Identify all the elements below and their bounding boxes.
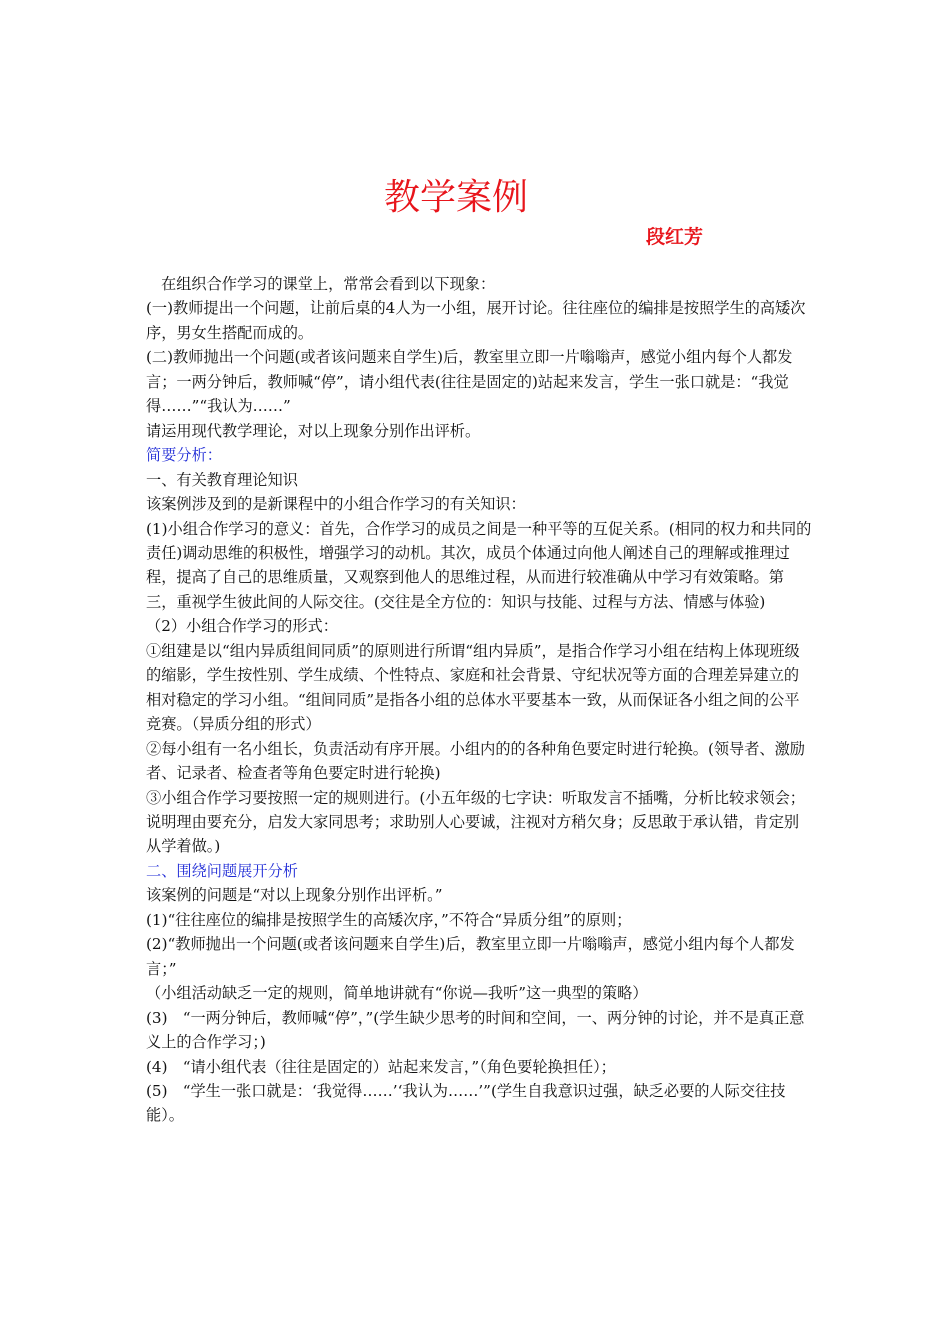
section-two-heading: 二、围绕问题展开分析 [146, 861, 298, 880]
cooperative-learning-forms-heading: （2）小组合作学习的形式： [146, 617, 338, 636]
form-item-1: ①组建是以“组内异质组间同质”的原则进行所谓“组内异质”，是指合作学习小组在结构上体现班级的缩影，学生按性别、学生成绩、个性特点、家庭和社会背景、守纪状况等方面的合理差异建立的相对稳定的学习小组。“组间同质”是指各小组的总体水平要基本一致，从而保证各小组之间的公平竞赛。（异质分组的形式） [146, 641, 800, 734]
document-title: 教学案例 [383, 177, 528, 218]
intro-paragraph: 在组织合作学习的课堂上，常常会看到以下现象： [161, 275, 496, 293]
cooperative-learning-meaning: (1)小组合作学习的意义：首先，合作学习的成员之间是一种平等的互促关系。(相同的权力和共同的责任)调动思维的积极性，增强学习的动机。其次，成员个体通过向他人阐述自己的理解或推理过程，提高了自己的思维质量，又观察到他人的思维过程，从而进行较准确从中学习有效策略。第三，重视学生彼此间的人际交往。(交往是全方位的：知识与技能、过程与方法、情感与体验) [146, 519, 812, 611]
analysis-item-2: (2)“教师抛出一个问题(或者该问题来自学生)后，教室里立即一片嗡嗡声，感觉小组内每个人都发言；” [146, 935, 795, 978]
analysis-item-2-note: （小组活动缺乏一定的规则，简单地讲就有“你说—我听”这一典型的策略） [146, 984, 648, 1003]
analysis-heading: 简要分析： [146, 446, 222, 465]
document-author: 段红芳 [646, 226, 704, 248]
section-one-heading: 一、有关教育理论知识 [146, 470, 298, 489]
analysis-item-4: (4) “请小组代表（往往是固定的）站起来发言，”（角色要轮换担任）； [146, 1057, 616, 1076]
question-prompt: 请运用现代教学理论，对以上现象分别作出评析。 [146, 421, 481, 440]
analysis-item-5: (5) “学生一张口就是：‘我觉得‥‥‥’‘我认为‥‥‥’”(学生自我意识过强，缺乏必要的人际交往技能）。 [146, 1081, 786, 1125]
form-item-2: ②每小组有一名小组长，负责活动有序开展。小组内的的各种角色要定时进行轮换。(领导者、激励者、记录者、检查者等角色要定时进行轮换) [146, 739, 805, 783]
document-body [146, 272, 814, 1128]
form-item-3: ③小组合作学习要按照一定的规则进行。(小五年级的七字诀：听取发言不插嘴，分析比较求领会；说明理由要充分，启发大家同思考；求助别人心要诚，注视对方稍欠身；反思敢于承认错，肯定别从学着做。) [146, 788, 805, 856]
phenomenon-two: (二)教师抛出一个问题(或者该问题来自学生)后，教室里立即一片嗡嗡声，感觉小组内每个人都发言；一两分钟后，教师喊“停”，请小组代表(往往是固定的)站起来发言，学生一张口就是：“我觉得‥‥‥”“我认为‥‥‥” [146, 348, 793, 416]
phenomenon-one: (一)教师提出一个问题，让前后桌的4人为一小组，展开讨论。往往座位的编排是按照学生的高矮次序，男女生搭配而成的。 [146, 299, 806, 342]
section-one-intro: 该案例涉及到的是新课程中的小组合作学习的有关知识： [146, 495, 526, 514]
analysis-item-1: (1)“往往座位的编排是按照学生的高矮次序，”不符合“异质分组”的原则； [146, 910, 632, 929]
section-two-intro: 该案例的问题是“对以上现象分别作出评析。” [146, 886, 443, 905]
analysis-item-3: (3) “一两分钟后，教师喊“停”，”(学生缺少思考的时间和空间，一、两分钟的讨论，并不是真正意义上的合作学习；) [146, 1008, 805, 1052]
